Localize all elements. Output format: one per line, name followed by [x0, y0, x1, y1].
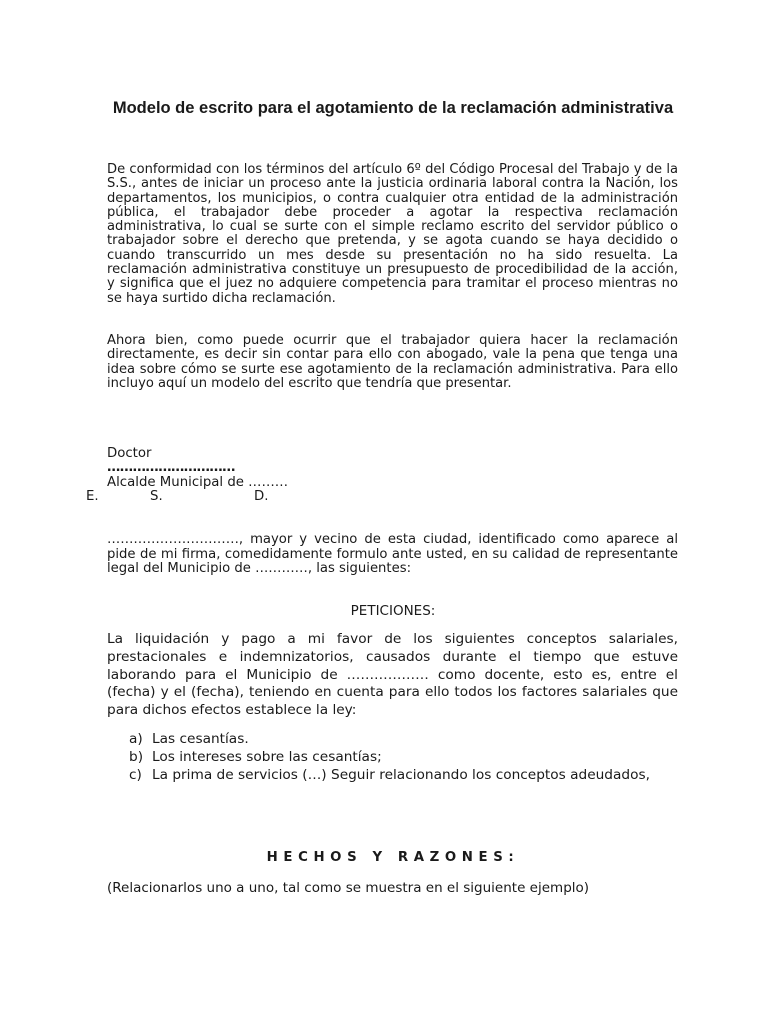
list-item [129, 767, 678, 785]
document-title: Modelo de escrito para el agotamiento de la reclamación administrativa [112, 99, 674, 117]
address-office: Alcalde Municipal de ……… [107, 475, 289, 490]
address-salutation: Doctor [107, 446, 152, 461]
body-paragraph: …………………………, mayor y vecino de esta ciudad, identificado como aparece al pide de mi firma, comedidamente formulo ante usted, en su calidad de representante legal del Municipio de …………, las siguientes: [107, 532, 678, 576]
peticiones-paragraph: La liquidación y pago a mi favor de los siguientes conceptos salariales, prestacionales e indemnizatorios, causados durante el tiempo que estuve laborando para el Municipio de ……………… como docente, esto es, entre el (fecha) y el (fecha), teniendo en cuenta para ello todos los factores salariales que para dichos efectos establece la ley: [107, 631, 678, 719]
list-item-text: Las cesantías. [152, 731, 249, 747]
peticiones-heading: PETICIONES: [350, 603, 436, 619]
intro-paragraph: De conformidad con los términos del artículo 6º del Código Procesal del Trabajo y de la S.S., antes de iniciar un proceso ante la justicia ordinaria laboral contra la Nación, los departamentos, los municipios, o contra cualquier otra entidad de la administración pública, el trabajador debe proceder a agotar la respectiva reclamación administrativa, lo cual se surte con el simple reclamo escrito del servidor público o trabajador sobre el derecho que pretenda, y se agota cuando se haya decidido o cuando transcurrido un mes desde su presentación no ha sido resuelta. La reclamación administrativa constituye un presupuesto de procedibilidad de la acción, y significa que el juez no adquiere competencia para tramitar el proceso mientras no se haya surtido dicha reclamación. [107, 162, 678, 306]
list-marker: c) [129, 766, 142, 783]
list-item [129, 749, 678, 767]
address-esd-d: D. [254, 489, 269, 504]
list-marker: a) [129, 731, 143, 747]
address-esd-e: E. [86, 489, 99, 504]
address-esd-s: S. [150, 489, 163, 504]
list-item [129, 731, 678, 749]
list-item-text: La prima de servicios (…) Seguir relacionando los conceptos adeudados, [152, 766, 650, 783]
peticiones-list [129, 731, 678, 784]
hechos-heading: HECHOS Y RAZONES: [266, 850, 520, 865]
list-marker: b) [129, 748, 144, 765]
address-name-placeholder: ………………………… [107, 460, 235, 475]
list-item-text: Los intereses sobre las cesantías; [152, 748, 382, 765]
hechos-note: (Relacionarlos uno a uno, tal como se muestra en el siguiente ejemplo) [107, 880, 590, 896]
second-paragraph: Ahora bien, como puede ocurrir que el trabajador quiera hacer la reclamación directamente, es decir sin contar para ello con abogado, vale la pena que tenga una idea sobre cómo se surte ese agotamiento de la reclamación administrativa. Para ello incluyo aquí un modelo del escrito que tendría que presentar. [107, 333, 678, 391]
